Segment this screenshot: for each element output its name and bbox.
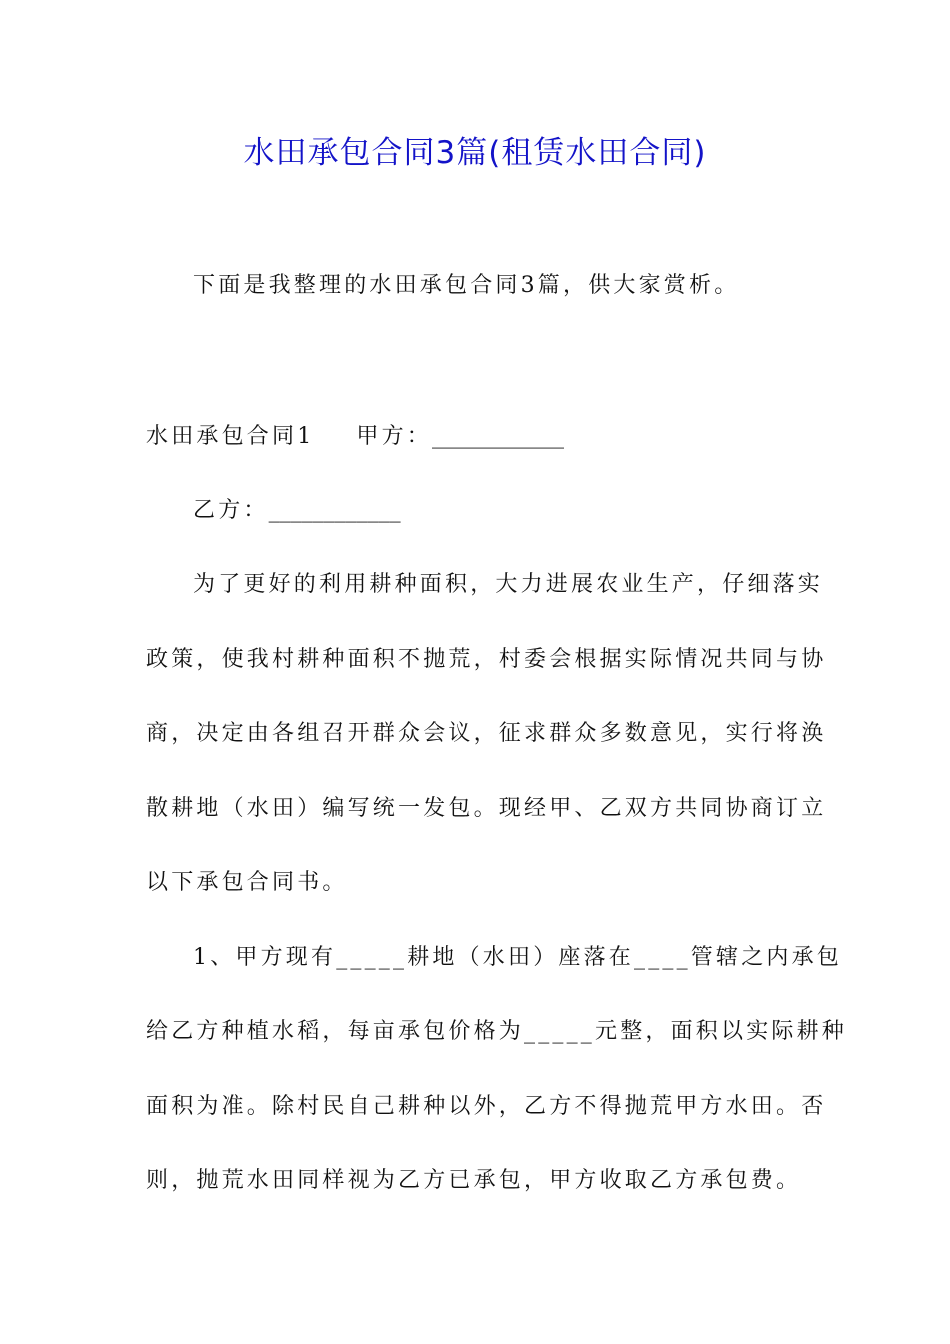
body-line-6: 1、甲方现有_____耕地（水田）座落在____管辖之内承包: [193, 945, 842, 970]
body-line-9: 则，抛荒水田同样视为乙方已承包，甲方收取乙方承包费。: [146, 1168, 802, 1193]
contract-heading: 水田承包合同1: [146, 424, 315, 449]
body-line-4: 散耕地（水田）编写统一发包。现经甲、乙双方共同协商订立: [146, 796, 827, 821]
party-a-blank: ____________: [432, 424, 565, 449]
party-b-blank: ____________: [268, 498, 401, 523]
body-line-2: 政策，使我村耕种面积不抛荒，村委会根据实际情况共同与协: [146, 647, 827, 672]
body-line-5: 以下承包合同书。: [146, 870, 348, 895]
body-line-1: 为了更好的利用耕种面积，大力进展农业生产，仔细落实: [193, 572, 824, 597]
body-line-3: 商，决定由各组召开群众会议，征求群众多数意见，实行将涣: [146, 721, 827, 746]
document-title: 水田承包合同3篇(租赁水田合同): [243, 135, 707, 171]
contract-heading-line: [146, 421, 806, 453]
party-b-label: 乙方：: [193, 498, 269, 523]
body-line-8: 面积为准。除村民自己耕种以外，乙方不得抛荒甲方水田。否: [146, 1094, 827, 1119]
body-line-7: 给乙方种植水稻，每亩承包价格为_____元整，面积以实际耕种: [146, 1019, 848, 1044]
intro-paragraph: 下面是我整理的水田承包合同3篇，供大家赏析。: [193, 273, 740, 298]
party-a-label: 甲方：: [356, 424, 433, 449]
party-b-line: [193, 495, 806, 527]
